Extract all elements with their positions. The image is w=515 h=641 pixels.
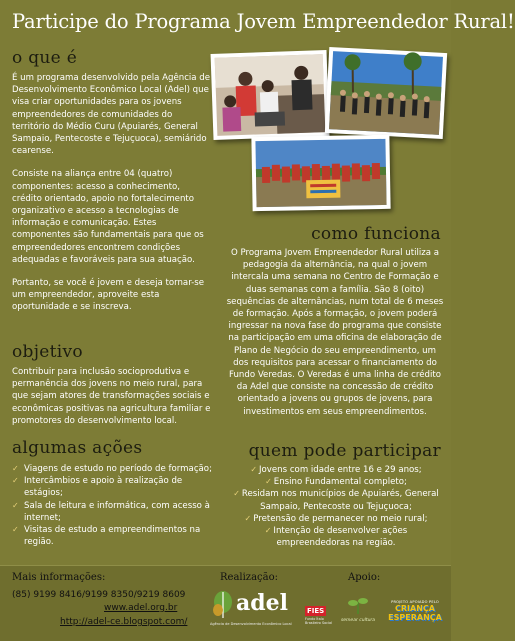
como-funciona-text: O Programa Jovem Empreendedor Rural utiliza a pedagogia da alternância, na qual o jovem intercala uma semana no Centro de Formação e duas semanas com a família. São 8 (oito) sequências de alternâncias, num total de 6 meses de formação. Após a formação, o jovem poderá ingressar na nova fase do programa que consiste na participação em uma oficina de elaboração de Plano de Negócio do seu empreendimento, um dos requisitos para acessar o financiamento do Fundo Veredas. O Veredas é uma linha de crédito da Adel que consiste na concessão de crédito orientado a jovens ou grupos de jovens, para investimentos em seus empreendimentos. bbox=[226, 248, 444, 417]
list-item: ✓ Sala de leitura e informática, com acesso à internet; bbox=[12, 500, 217, 524]
list-item: ✓ Viagens de estudo no período de formação; bbox=[12, 463, 217, 475]
heading-como-funciona: como funciona bbox=[311, 224, 441, 244]
site-link[interactable]: www.adel.org.br bbox=[104, 603, 178, 613]
adel-leaf-icon bbox=[210, 590, 236, 620]
quem-pode-list bbox=[228, 464, 444, 549]
adel-logo bbox=[210, 588, 292, 632]
photo-group-field-image bbox=[329, 51, 443, 135]
crianca-logo-text: CRIANÇA ESPERANÇA bbox=[388, 604, 442, 622]
adel-logo-subtitle: Agência de Desenvolvimento Econômico Local bbox=[210, 622, 292, 626]
heading-objetivo: objetivo bbox=[12, 342, 83, 362]
objetivo-text: Contribuir para inclusão socioprodutiva e permanência dos jovens no meio rural, para que sejam atores de transformações sociais e econômicas positivas na agricultura familiar e promotores do desenvolvimento local. bbox=[12, 367, 211, 426]
crianca-esperanca-logo bbox=[384, 600, 446, 632]
fies-logo-text: FIES bbox=[307, 607, 325, 615]
o-que-e-paragraph-3: Portanto, se você é jovem e deseja tornar-se um empreendedor, aproveite esta oportunidade e se inscreva. bbox=[12, 278, 205, 313]
list-item: ✓ Ensino Fundamental completo; bbox=[265, 477, 407, 488]
heading-algumas-acoes: algumas ações bbox=[12, 438, 143, 458]
photo-students-image bbox=[215, 54, 326, 136]
photo-students bbox=[211, 50, 330, 140]
page-title: Participe do Programa Jovem Empreendedor Rural! bbox=[12, 10, 515, 33]
apoio-label: Apoio: bbox=[348, 572, 381, 583]
list-item: ✓ Intenção de desenvolver ações empreendedoras na região. bbox=[264, 526, 408, 549]
sprout-icon bbox=[347, 596, 369, 614]
semear-logo-text: semear cultura bbox=[340, 618, 376, 623]
check-icon: ✓ bbox=[265, 477, 272, 487]
check-icon: ✓ bbox=[244, 513, 252, 523]
check-icon: ✓ bbox=[250, 465, 258, 474]
o-que-e-paragraph-2: Consiste na aliança entre 04 (quatro) componentes: acesso a conhecimento, crédito orientado, apoio no fortalecimento organizativo e acesso a tecnologias de informação e comunicação. Estes componentes são fundamentais para que os empreendedores encontrem condições adequadas e favoráveis para sua atuação. bbox=[12, 169, 204, 265]
realizacao-label: Realização: bbox=[220, 572, 278, 583]
photo-group-banner-image bbox=[255, 139, 386, 207]
footer bbox=[0, 565, 451, 641]
fies-logo-subtitle: Fundo Ítalo Brasileiro Social bbox=[305, 617, 333, 625]
photo-group-banner bbox=[251, 135, 390, 211]
list-item: ✓ Intercâmbios e apoio à realização de estágios; bbox=[12, 475, 217, 499]
heading-o-que-e: o que é bbox=[12, 48, 78, 68]
list-item: ✓ Jovens com idade entre 16 e 29 anos; bbox=[250, 465, 422, 475]
o-que-e-text bbox=[12, 72, 212, 325]
phones: (85) 9199 8416/9199 8350/9219 8609 bbox=[12, 590, 186, 600]
list-item: ✓ Pretensão de permanecer no meio rural; bbox=[244, 513, 428, 524]
list-item: ✓ Residam nos municípios de Apuiarés, General Sampaio, Pentecoste ou Tejuçuoca; bbox=[233, 489, 439, 512]
o-que-e-paragraph-1: É um programa desenvolvido pela Agência de Desenvolvimento Econômico Local (Adel) que visa criar oportunidades para os jovens empreendedores de comunidades do território do Médio Curu (Apuiarés, General Sampaio, Pentecoste e Tejuçuoca), semiárido cearense. bbox=[12, 73, 211, 157]
heading-quem-pode-participar: quem pode participar bbox=[248, 441, 441, 461]
semear-logo bbox=[338, 596, 378, 628]
check-icon: ✓ bbox=[233, 489, 240, 499]
blog-link[interactable]: http://adel-ce.blogspot.com/ bbox=[60, 617, 188, 627]
fies-logo bbox=[305, 598, 333, 628]
photo-group-field bbox=[325, 47, 447, 139]
crianca-top-text: PROJETO APOIADO PELO bbox=[391, 600, 439, 604]
check-icon: ✓ bbox=[264, 526, 272, 536]
list-item: ✓ Visitas de estudo a empreendimentos na região. bbox=[12, 524, 217, 548]
acoes-list bbox=[12, 463, 217, 548]
adel-logo-text: adel bbox=[236, 590, 288, 616]
info-label: Mais informações: bbox=[12, 572, 106, 583]
